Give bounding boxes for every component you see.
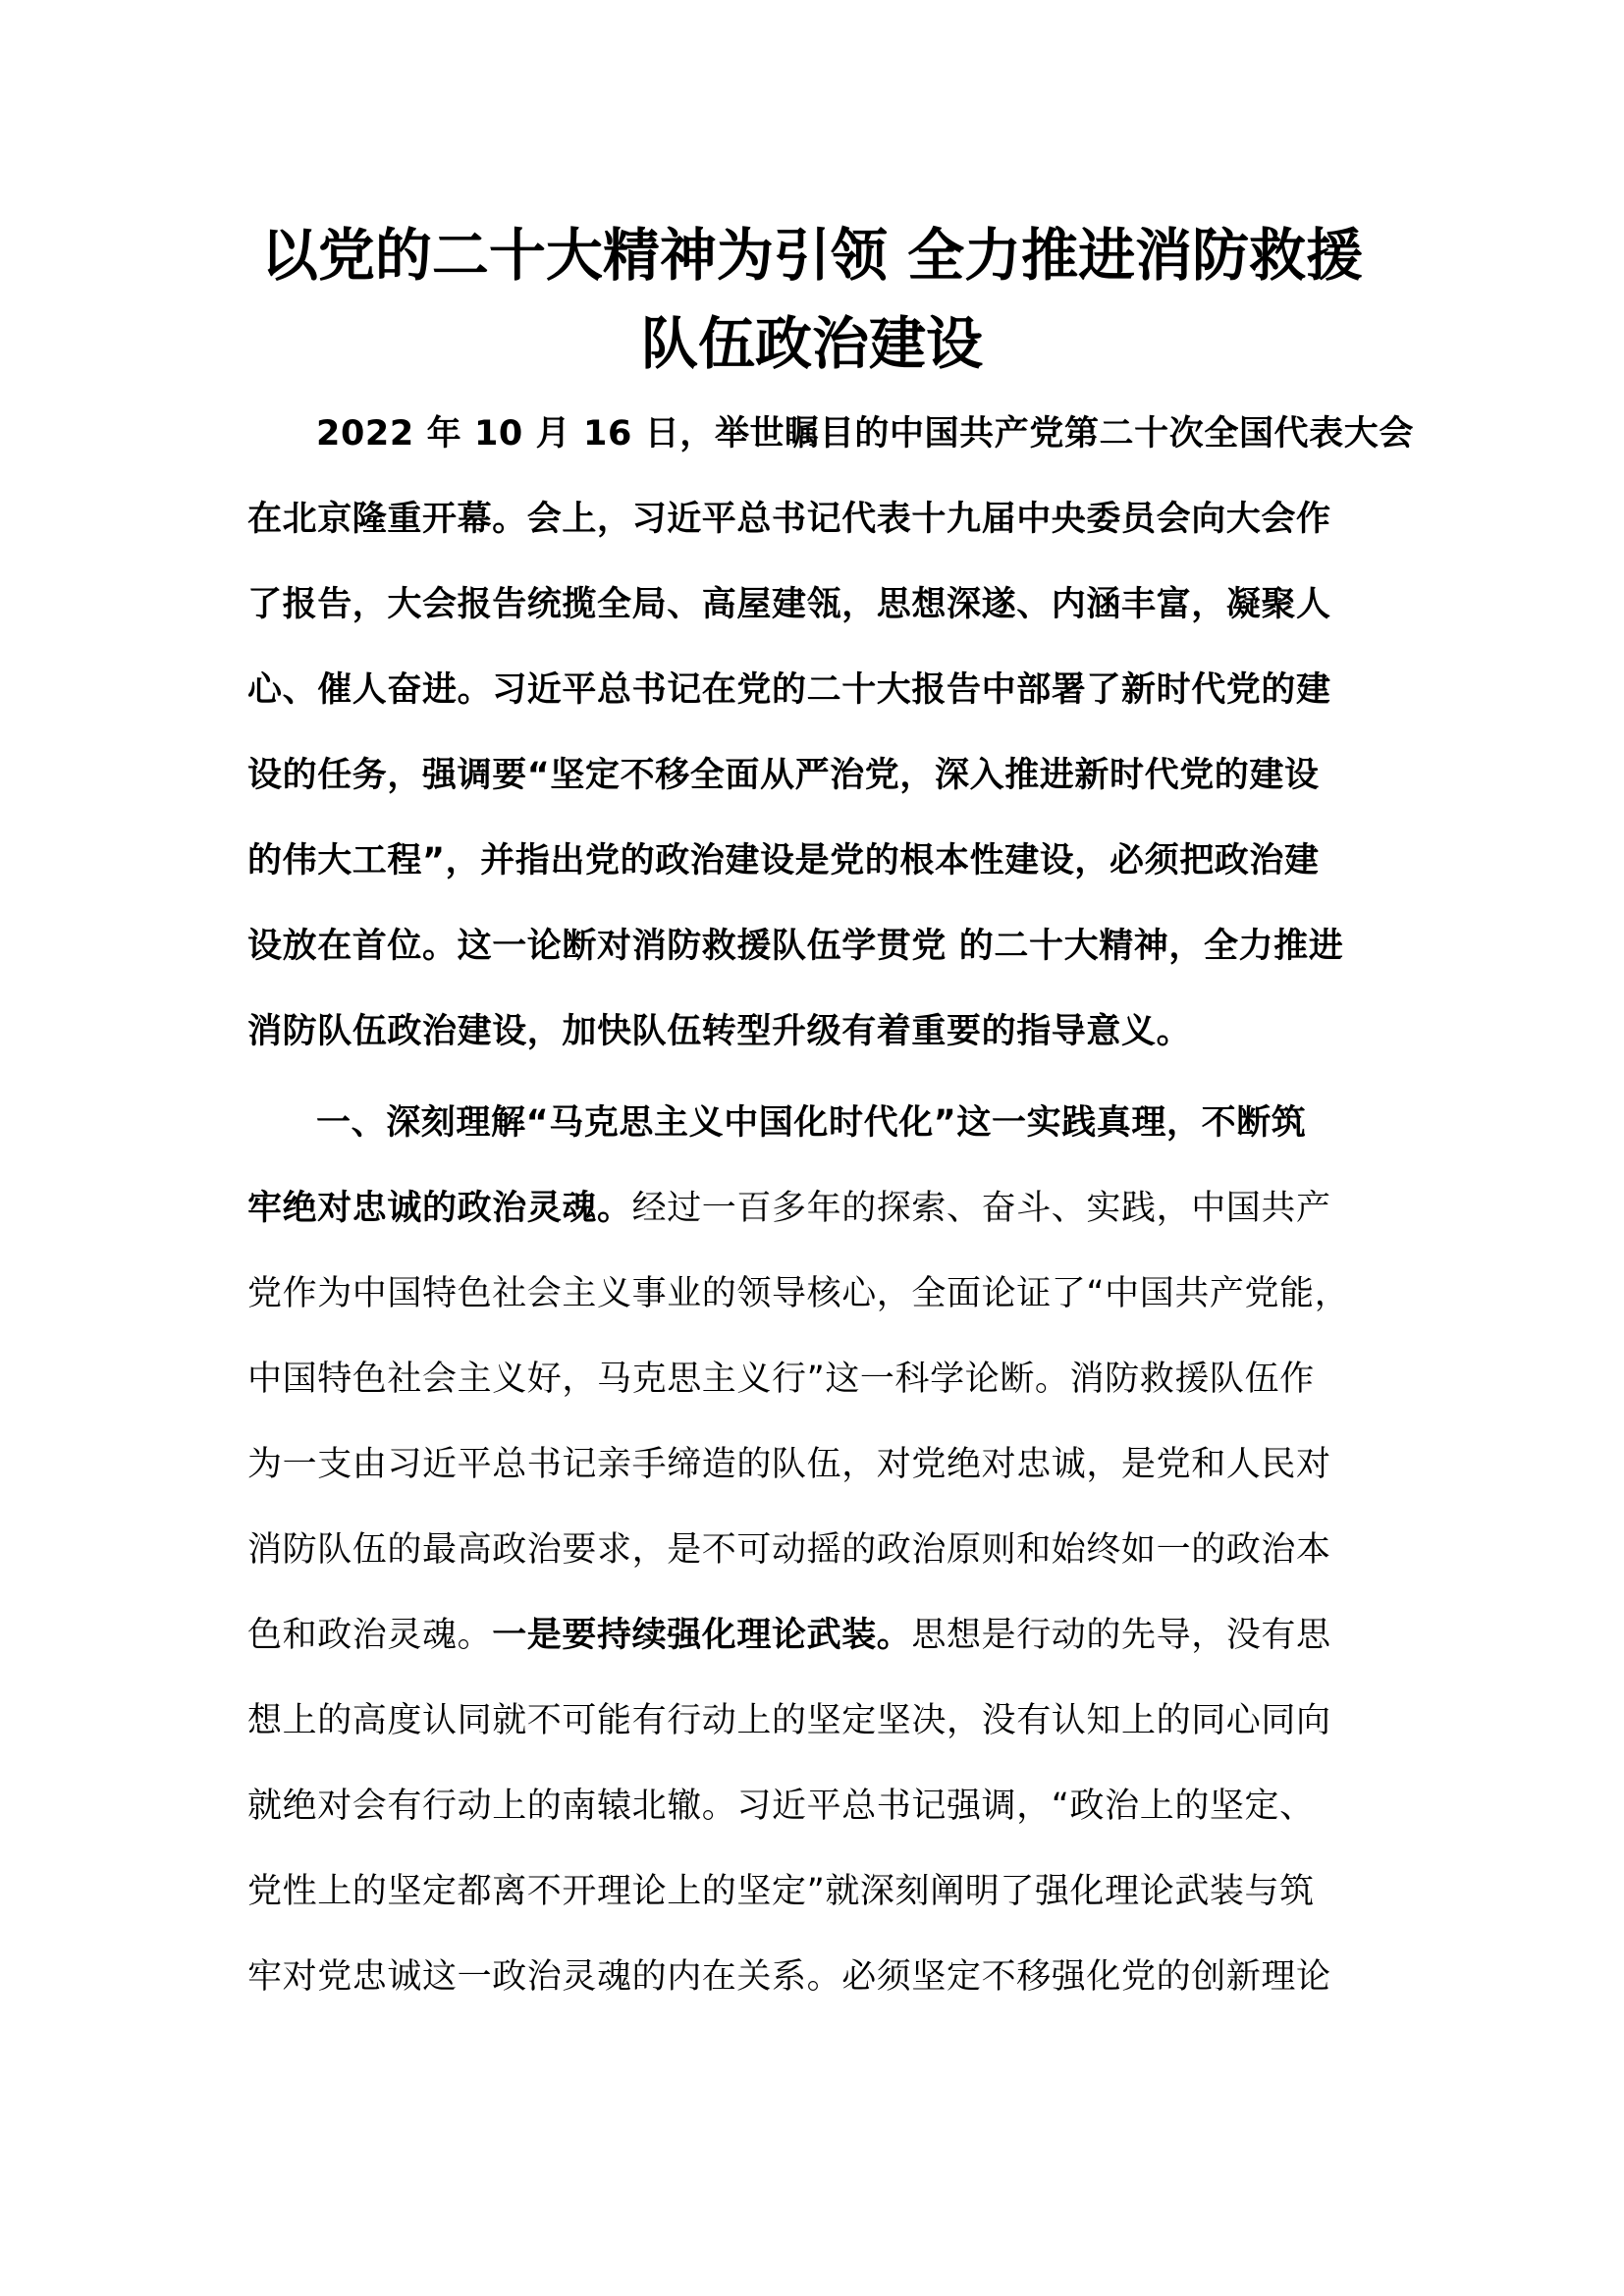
intro-line: 的伟大工程”，并指出党的政治建设是党的根本性建设，必须把政治建 [247, 841, 1320, 881]
section-1-line: 中国特色社会主义好，马克思主义行”这一科学论断。消防救援队伍作 [247, 1360, 1315, 1399]
body-text: 思想是行动的先导，没有思 [911, 1616, 1331, 1655]
intro-line: 消防队伍政治建设，加快队伍转型升级有着重要的指导意义。 [247, 1012, 1192, 1051]
section-1-line: 想上的高度认同就不可能有行动上的坚定坚决，没有认知上的同心同向 [247, 1701, 1331, 1740]
section-1-line: 为一支由习近平总书记亲手缔造的队伍，对党绝对忠诚，是党和人民对 [247, 1445, 1331, 1484]
title-line-2: 队伍政治建设 [640, 310, 983, 377]
section-1-line: 就绝对会有行动上的南辕北辙。习近平总书记强调，“政治上的坚定、 [247, 1787, 1315, 1826]
intro-line: 设放在首位。这一论断对消防救援队伍学贯党 的二十大精神，全力推进 [247, 927, 1344, 966]
section-1-line: 党性上的坚定都离不开理论上的坚定”就深刻阐明了强化理论武装与筑 [247, 1872, 1315, 1911]
section-1-line [247, 1612, 1386, 1659]
body-text: 色和政治灵魂。 [247, 1616, 493, 1655]
intro-line: 2022 年 10 月 16 日，举世瞩目的中国共产党第二十次全国代表大会 [316, 414, 1414, 454]
intro-line: 心、催人奋进。习近平总书记在党的二十大报告中部署了新时代党的建 [247, 670, 1331, 710]
section-1-line: 牢对党忠诚这一政治灵魂的内在关系。必须坚定不移强化党的创新理论 [247, 1957, 1331, 1997]
title-line-1: 以党的二十大精神为引领 全力推进消防救援 [260, 222, 1364, 289]
body-text: 经过一百多年的探索、奋斗、实践，中国共产 [631, 1189, 1331, 1228]
subheading-text: 一是要持续强化理论武装。 [492, 1616, 912, 1655]
section-1-line: 消防队伍的最高政治要求，是不可动摇的政治原则和始终如一的政治本 [247, 1530, 1331, 1570]
intro-line: 在北京隆重开幕。会上，习近平总书记代表十九届中央委员会向大会作 [247, 500, 1331, 539]
section-1-line [247, 1185, 1386, 1232]
intro-line: 了报告，大会报告统揽全局、高屋建瓴，思想深遂、内涵丰富，凝聚人 [247, 585, 1331, 624]
intro-line: 设的任务，强调要“坚定不移全面从严治党，深入推进新时代党的建设 [247, 756, 1320, 795]
section-1-heading-end: 牢绝对忠诚的政治灵魂。 [247, 1189, 632, 1228]
section-1-line: 党作为中国特色社会主义事业的领导核心，全面论证了“中国共产党能， [247, 1274, 1350, 1313]
section-1-heading: 一、深刻理解“马克思主义中国化时代化”这一实践真理，不断筑 [316, 1103, 1307, 1143]
